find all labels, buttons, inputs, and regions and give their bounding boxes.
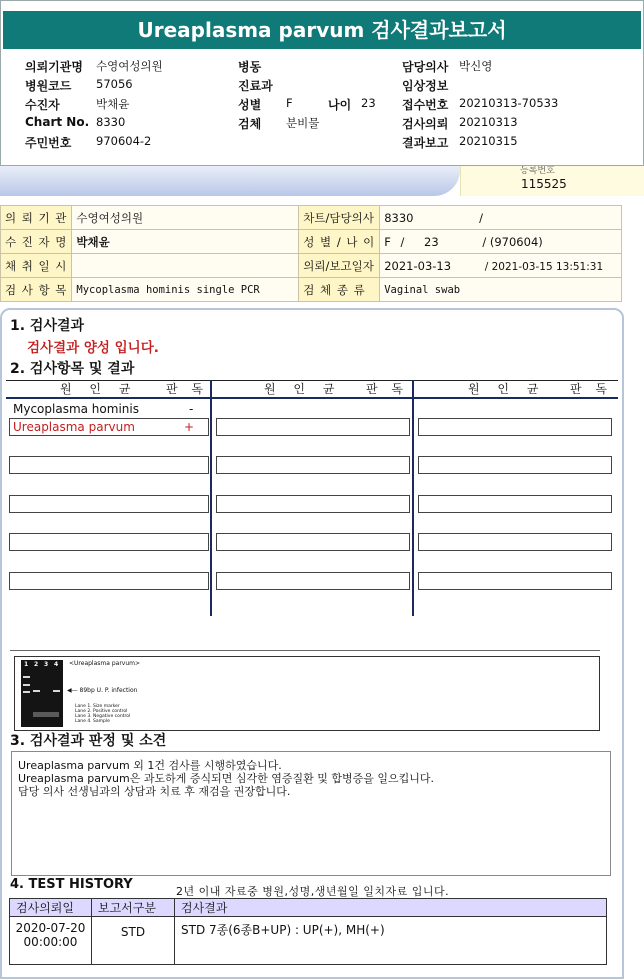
- result-cell: [9, 495, 209, 513]
- chart-cell: [380, 206, 622, 230]
- column-header-2: [214, 380, 410, 397]
- history-time: 00:00:00: [23, 935, 78, 949]
- registration-label: 등록번호: [520, 166, 555, 176]
- opinion-line: 담당 의사 선생님과의 상담과 치료 후 재검을 권장합니다.: [18, 785, 291, 798]
- sex-age-label: 성 별 / 나 이: [299, 230, 380, 254]
- header-hospital-code-label: 병원코드: [25, 79, 72, 93]
- gel-band: [23, 676, 30, 678]
- patient-name-value: 박채윤: [72, 230, 299, 254]
- request-date: 2021-03-13: [384, 258, 452, 273]
- test-item-label: 검 사 항 목: [1, 278, 72, 302]
- gel-band: [53, 690, 60, 692]
- header-institution-value: 수영여성의원: [96, 59, 163, 73]
- judgement-header: 판 독: [166, 382, 208, 396]
- column-header-3: [418, 380, 614, 397]
- header-specimen-value: 분비물: [286, 116, 320, 130]
- header-doctor-value: 박신영: [459, 59, 493, 73]
- history-col-date: 검사의뢰일: [10, 899, 92, 917]
- report-datetime: / 2021-03-15 13:51:31: [484, 260, 604, 273]
- column-divider: [210, 380, 212, 616]
- birth-value: / (970604): [482, 234, 543, 249]
- gel-electrophoresis-figure: [14, 656, 600, 731]
- header-sex-value: F: [286, 96, 293, 110]
- opinion-line: Ureaplasma parvum 외 1건 검사를 시행하였습니다.: [18, 759, 282, 772]
- history-date: 2020-07-20: [15, 921, 86, 935]
- lane-number: 4: [54, 661, 59, 668]
- judgement-header: 판 독: [366, 382, 408, 396]
- institution-value: 수영여성의원: [72, 206, 299, 230]
- chart-separator: /: [479, 210, 484, 225]
- lane-legend: Lane 1. Size marker: [75, 704, 120, 709]
- organism-header: 원 인 균: [264, 382, 342, 396]
- result-cell: [418, 456, 612, 474]
- result-cell: [9, 418, 209, 436]
- gel-image: [21, 660, 63, 727]
- chart-value: 8330: [384, 210, 414, 225]
- result-cell: [216, 572, 410, 590]
- opinion-line: Ureaplasma parvum은 과도하게 증식되면 심각한 염증질환 및 합병증을 일으킵니다.: [18, 772, 434, 785]
- result-cell: [418, 418, 612, 436]
- header-ward-label: 병동: [238, 60, 262, 74]
- header-clinical-label: 임상정보: [402, 79, 449, 93]
- header-request-label: 검사의뢰: [402, 117, 449, 131]
- lane-number: 1: [24, 661, 29, 668]
- lane-number: 2: [34, 661, 39, 668]
- collection-label: 채 취 일 시: [1, 254, 72, 278]
- result-cell: [216, 418, 410, 436]
- test-history-table: [9, 898, 607, 965]
- header-patient-label: 수진자: [25, 98, 60, 112]
- column-divider: [412, 380, 414, 616]
- section-1-title: 1. 검사결과: [10, 318, 85, 334]
- lane-number: 3: [44, 661, 49, 668]
- header-ssn-value: 970604-2: [96, 134, 152, 148]
- history-col-type: 보고서구분: [92, 899, 175, 917]
- section-4-title: 4. TEST HISTORY: [10, 877, 133, 892]
- history-result: STD 7종(6종B+UP) : UP(+), MH(+): [175, 917, 607, 965]
- result-cell: [216, 495, 410, 513]
- table-header-rule: [6, 397, 618, 399]
- result-cell: [9, 456, 209, 474]
- opinion-box: [11, 751, 611, 876]
- history-date-cell: [10, 917, 92, 965]
- section-separator: [10, 650, 600, 651]
- header-sex-label: 성별: [238, 98, 262, 112]
- test-item-value: Mycoplasma hominis single PCR: [72, 278, 299, 302]
- history-row: [10, 917, 607, 965]
- header-patient-value: 박채윤: [96, 97, 130, 111]
- request-report-label: 의뢰/보고일자: [299, 254, 380, 278]
- header-hospital-code-value: 57056: [96, 77, 133, 91]
- header-chart-value: 8330: [96, 115, 126, 129]
- history-type: STD: [92, 917, 175, 965]
- sex-age-cell: [380, 230, 622, 254]
- gel-band: [23, 684, 30, 686]
- header-report-label: 결과보고: [402, 136, 449, 150]
- result-organism-name: Mycoplasma hominis: [13, 402, 139, 416]
- gel-title: <Ureaplasma parvum>: [69, 660, 141, 667]
- header-report-value: 20210315: [459, 134, 518, 148]
- history-col-result: 검사결과: [175, 899, 607, 917]
- result-cell: [418, 495, 612, 513]
- result-cell: [216, 456, 410, 474]
- result-cell: [216, 533, 410, 551]
- header-chart-label: Chart No.: [25, 115, 90, 129]
- gel-band: [33, 690, 40, 692]
- report-header-card: [0, 0, 644, 166]
- gel-band: [23, 691, 30, 693]
- positive-result-text: 검사결과 양성 입니다.: [27, 340, 159, 356]
- column-header-1: [10, 380, 210, 397]
- header-request-value: 20210313: [459, 115, 518, 129]
- report-title: Ureaplasma parvum 검사결과보고서: [3, 11, 641, 49]
- header-age-value: 23: [361, 96, 376, 110]
- patient-name-label: 수 진 자 명: [1, 230, 72, 254]
- gel-band-annotation: ◀— 89bp U. P. infection: [67, 687, 138, 694]
- background-banner: [0, 166, 460, 196]
- sex-age-separator: /: [400, 234, 405, 249]
- gel-primer-band: [33, 712, 59, 717]
- header-doctor-label: 담당의사: [402, 60, 449, 74]
- header-specimen-label: 검체: [238, 117, 262, 131]
- section-2-title: 2. 검사항목 및 결과: [10, 361, 135, 377]
- collection-value: [72, 254, 299, 278]
- judgement-header: 판 독: [570, 382, 612, 396]
- result-judgement: +: [183, 420, 194, 434]
- lane-legend: Lane 2. Positive control: [75, 709, 128, 714]
- lane-legend: Lane 3. Negative control: [75, 714, 131, 719]
- header-accession-value: 20210313-70533: [459, 96, 559, 110]
- specimen-type-label: 검 체 종 류: [299, 278, 380, 302]
- organism-header: 원 인 균: [468, 382, 546, 396]
- header-age-label: 나이: [328, 98, 352, 112]
- result-cell: [418, 533, 612, 551]
- sex-value: F: [384, 234, 391, 249]
- chart-label: 차트/담당의사: [299, 206, 380, 230]
- section-3-title: 3. 검사결과 판정 및 소견: [10, 733, 167, 749]
- request-report-cell: [380, 254, 622, 278]
- header-ssn-label: 주민번호: [25, 136, 72, 150]
- header-institution-label: 의뢰기관명: [25, 60, 83, 74]
- institution-label: 의 뢰 기 관: [1, 206, 72, 230]
- header-accession-label: 접수번호: [402, 98, 449, 112]
- result-organism-name: Ureaplasma parvum: [13, 420, 135, 434]
- result-cell: [418, 572, 612, 590]
- result-cell: [9, 533, 209, 551]
- lane-legend: Lane 4. Sample: [75, 719, 110, 724]
- organism-header: 원 인 균: [60, 382, 138, 396]
- age-value: 23: [424, 234, 439, 249]
- patient-info-table: [0, 205, 622, 302]
- specimen-type-value: Vaginal swab: [380, 278, 622, 302]
- history-note: 2년 이내 자료중 병원,성명,생년월일 일치자료 입니다.: [176, 885, 450, 898]
- header-dept-label: 진료과: [238, 79, 273, 93]
- result-cell: [9, 572, 209, 590]
- registration-number: 115525: [521, 177, 567, 191]
- result-judgement: -: [189, 402, 194, 416]
